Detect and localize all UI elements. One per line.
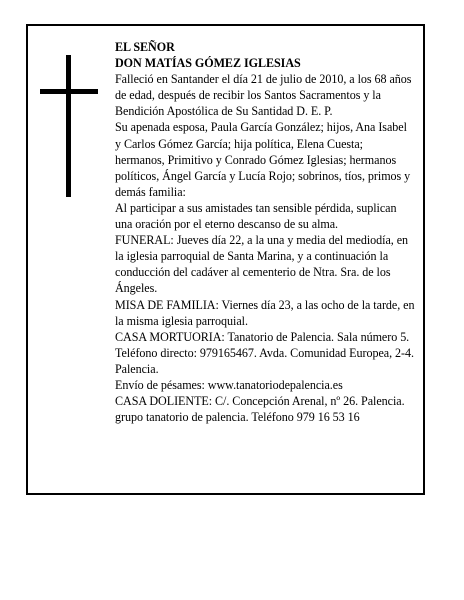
notice-paragraph-footer: grupo tanatorio de palencia. Teléfono 979 16 53 16 xyxy=(115,410,360,425)
notice-paragraph-funeral-home: CASA MORTUORIA: Tanatorio de Palencia. Sala número 5. Teléfono directo: 979165467. Avda. Comunidad Europea, 2-4. Palencia. xyxy=(115,329,414,376)
notice-paragraph-prayer: Al participar a sus amistades tan sensible pérdida, suplican una oración por el eterno descanso de su alma. xyxy=(115,200,397,232)
cross-vertical-bar xyxy=(66,55,71,197)
notice-title-name: DON MATÍAS GÓMEZ IGLESIAS xyxy=(115,56,301,71)
notice-paragraph-family: Su apenada esposa, Paula García González; hijos, Ana Isabel y Carlos Gómez García; hija política, Elena Cuesta; hermanos, Primitivo y Conrado Gómez Iglesias; hermanos políticos, Ángel García y Lucía Rojo; sobrinos, tíos, primos y demás familia: xyxy=(115,120,411,199)
notice-paragraph-funeral: FUNERAL: Jueves día 22, a la una y media del mediodía, en la iglesia parroquial de Santa Marina, y a continuación la conducción del cadáver al cementerio de Ntra. Sra. de los Ángeles. xyxy=(115,233,409,296)
notice-paragraph-condolences: Envío de pésames: www.tanatoriodepalencia.es xyxy=(115,377,343,392)
notice-paragraph-death: Falleció en Santander el día 21 de julio de 2010, a los 68 años de edad, después de recibir los Santos Sacramentos y la Bendición Apostólica de Su Santidad D. E. P. xyxy=(115,72,412,119)
cross-horizontal-bar xyxy=(40,89,98,94)
notice-text xyxy=(115,39,415,425)
obituary-notice xyxy=(26,24,425,495)
notice-title-honorific: EL SEÑOR xyxy=(115,40,175,54)
notice-paragraph-family-mass: MISA DE FAMILIA: Viernes día 23, a las ocho de la tarde, en la misma iglesia parroquial. xyxy=(115,297,415,328)
cross-icon xyxy=(40,55,98,197)
notice-paragraph-mourning-house: CASA DOLIENTE: C/. Concepción Arenal, nº 26. Palencia. xyxy=(115,394,405,409)
